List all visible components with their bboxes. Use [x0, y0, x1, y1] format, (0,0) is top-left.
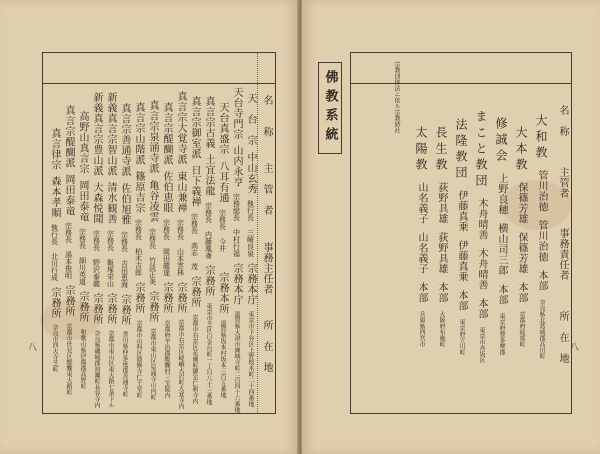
sect-address: 京都府宇治郡醍醐村三宝院内	[163, 319, 170, 398]
sect-office: 宗務所	[91, 292, 102, 325]
section-title-box	[318, 62, 342, 154]
header-leader: 主管者	[557, 166, 568, 198]
column-divider	[257, 53, 258, 413]
left-header-column	[257, 55, 275, 413]
group-office: 本部	[496, 283, 507, 305]
left-page-number: 八	[28, 343, 38, 353]
table-row	[117, 87, 131, 413]
sect-representative: 宗務長 野沢泰龍	[92, 229, 101, 287]
group-name: 修誠会	[494, 117, 508, 166]
group-leader: 伊藤真乗	[456, 189, 467, 232]
sect-leader: 篠原吉宗	[133, 171, 144, 214]
group-address: 京都府綾部町	[518, 310, 525, 347]
sect-name: 天台寺門宗	[231, 86, 242, 140]
sect-name: 新義真言宗豊山派	[91, 91, 102, 176]
sect-office: 宗務所	[189, 276, 200, 308]
group-name: まこと教団	[474, 109, 488, 190]
sect-name: 真言宗醍醐派	[161, 102, 172, 166]
sect-address: 奈良県磯城郡初瀬町長谷寺内	[93, 330, 100, 409]
header-location: 所 在 地	[261, 320, 272, 373]
table-row	[229, 87, 243, 413]
table-row	[243, 87, 257, 413]
sect-address: 京都市山科区勧修寺仁王堂町	[135, 319, 142, 398]
sect-representative: 宗務長 飯塚栄山	[106, 229, 115, 287]
sect-name: 真言宗山階派	[133, 102, 144, 166]
sect-leader: 佐伯旭雅	[119, 182, 130, 225]
table-row	[187, 87, 201, 413]
sect-name: 真言宗善通寺派	[119, 103, 130, 177]
group-leader: 荻野具雄	[436, 181, 447, 224]
sect-name: 真言宗泉涌寺派	[147, 100, 158, 174]
group-name: 大本教	[514, 125, 528, 174]
table-row	[411, 59, 431, 413]
group-office: 本部	[476, 297, 487, 319]
group-address: 兵庫県西宮市	[418, 310, 425, 347]
group-leader: 上野良穂	[496, 173, 507, 216]
sect-office: 宗務所	[133, 282, 144, 314]
sect-representative: 執行長 三崎良泉	[246, 199, 255, 257]
sect-name: 真言宗古義	[203, 95, 214, 148]
sect-address: 京都市伏見区醍醐東大路町	[65, 322, 72, 395]
sect-office: 宗務所	[49, 286, 60, 319]
group-representative: 荻野具雄	[436, 231, 447, 274]
sect-name: 高野山真言宗	[77, 111, 88, 175]
sect-leader: 山内永亨	[231, 145, 242, 188]
group-office: 本部	[536, 269, 547, 291]
sect-name: 真言宗大覚寺派	[175, 91, 186, 165]
header-representative: 事務主任者	[261, 241, 272, 295]
right-table	[350, 52, 572, 414]
sect-address: 京都市東山区東大路七条下ル	[107, 330, 114, 409]
table-row	[131, 87, 145, 413]
sect-office: 宗務所	[119, 293, 130, 325]
left-page	[0, 0, 298, 454]
sect-representative: 宗務長 今井	[218, 208, 227, 266]
side-note	[389, 61, 403, 413]
sect-representative: 宗務長 高志 茂	[190, 213, 199, 271]
sect-office: 宗務本庁	[231, 263, 242, 306]
left-table	[42, 52, 276, 414]
sect-address: 京都市東山区泉涌寺山内町	[149, 328, 156, 400]
sect-leader: 佐伯恵眼	[161, 171, 172, 214]
group-address: 東京府豊多摩郡	[498, 312, 505, 355]
sect-address: 香川県仲多度郡善通寺町	[121, 331, 128, 397]
group-representative: 横山司三郎	[496, 223, 507, 276]
sect-representative: 宗務長 山本雲林	[176, 218, 185, 276]
group-representative: 管川治徳	[536, 219, 547, 262]
table-row	[215, 87, 229, 413]
right-page-number: 八	[570, 343, 580, 353]
sect-office: 宗務所	[161, 282, 172, 314]
sect-representative: 宗務長 細川英道	[78, 228, 87, 286]
sect-leader: 八耳有通	[217, 160, 228, 203]
table-row	[89, 87, 103, 413]
group-leader: 管川治徳	[536, 169, 547, 212]
section-title: 佛教系統	[322, 70, 338, 146]
sect-leader: 土宜法龍	[203, 154, 214, 196]
group-leader: 保篠芳雄	[516, 181, 527, 224]
sect-address: 滋賀県大津市園城寺町二百四十六番地	[233, 311, 240, 414]
group-office: 本部	[516, 281, 527, 303]
sect-office: 宗務所	[77, 291, 88, 323]
sect-address: 滋賀県坂本村坂本三百五番地	[219, 319, 226, 398]
left-table-header	[43, 53, 275, 84]
sect-representative: 宗務長 岡田龍遂	[162, 219, 171, 277]
table-row	[75, 87, 89, 413]
table-row	[491, 59, 511, 413]
sect-address: 東京市下谷区上野桜木町二十四番地	[247, 310, 254, 407]
sect-name: 真言宗御室派	[189, 96, 200, 160]
group-address: 東京府立川町	[458, 318, 465, 355]
table-row	[451, 59, 471, 413]
group-name: 長生教	[434, 125, 448, 174]
group-address: 奈良県北葛城郡高田町	[538, 298, 545, 359]
table-row	[159, 87, 173, 413]
sect-leader: 森本孝順	[49, 175, 60, 218]
sect-office: 宗務所	[203, 265, 214, 297]
sect-leader: 岡田泰竜	[63, 174, 74, 217]
sect-office: 宗務本庁	[245, 262, 256, 305]
sect-office: 宗務所	[105, 292, 116, 325]
sect-address: 京都市右京区嵯峨大沢町大覚寺内	[177, 319, 184, 409]
sect-address: 東京市芝区白金台町一丁目八十三番地	[205, 302, 212, 405]
table-row	[511, 59, 531, 413]
sect-office: 宗務所	[147, 290, 158, 322]
sect-name: 天台真盛宗	[217, 102, 228, 155]
sect-name: 真言宗醍醐派	[63, 105, 74, 169]
table-row	[61, 87, 75, 413]
table-row	[145, 87, 159, 413]
table-row	[531, 59, 551, 413]
group-name: 太陽教	[414, 125, 428, 174]
sect-representative: 宗務総長 中村行福	[232, 193, 241, 258]
header-name: 名 称	[557, 105, 568, 137]
table-row	[103, 87, 117, 413]
sect-office: 宗務所	[175, 281, 186, 313]
sect-name: 新義真言宗智山派	[105, 91, 116, 176]
header-name: 名 称	[261, 95, 272, 138]
table-row	[471, 59, 491, 413]
sect-representative: 宗務長 竹淡正美	[148, 227, 157, 285]
sect-address: 奈良市西大寺芝町	[51, 324, 58, 373]
sect-address: 京都市右京区花園町御室仁和寺内	[191, 313, 198, 404]
table-row	[47, 87, 61, 413]
header-leader: 主 管 者	[261, 163, 272, 216]
group-address: 東京市赤坂区	[478, 326, 485, 363]
group-name: 法隆教団	[454, 117, 468, 182]
right-header-column	[553, 55, 571, 413]
header-location: 所 在 地	[557, 310, 568, 363]
sect-address: 和歌山県伊都郡高野町	[79, 328, 86, 389]
sect-name: 真言律宗	[49, 127, 60, 170]
group-office: 本部	[456, 289, 467, 311]
sect-leader: 大森悦聞	[91, 181, 102, 224]
group-address: 大阪府布施町	[438, 310, 445, 347]
table-row	[431, 59, 451, 413]
group-representative: 山名義子	[416, 231, 427, 274]
group-representative: 伊藤真乗	[456, 239, 467, 282]
sect-representative: 執行長 北川行成	[50, 223, 59, 281]
sect-representative: 宗務長 吉田恵海	[120, 230, 129, 288]
sect-leader: 日下義禅	[189, 165, 200, 208]
group-representative: 木舟晴善	[476, 247, 487, 290]
sect-name: 天 台 宗	[245, 93, 256, 146]
table-row	[201, 87, 215, 413]
sect-office: 宗務本所	[217, 271, 228, 314]
sect-leader: 清水観善	[105, 181, 116, 224]
sect-leader: 亀谷凌雲	[147, 179, 158, 222]
group-office: 本部	[416, 281, 427, 303]
sect-representative: 宗務長 内藤凰斎	[204, 202, 213, 259]
side-note-text: 宗教団体法ニ依ル宗教結社	[393, 61, 400, 133]
sect-office: 宗務所	[63, 285, 74, 317]
group-leader: 山名義子	[416, 181, 427, 224]
sect-leader: 東山兼禅	[175, 170, 186, 213]
sect-representative: 宗務長 柏木吉郎	[134, 219, 143, 277]
group-name: 大和教	[534, 113, 548, 162]
group-representative: 保篠芳雄	[516, 231, 527, 274]
sect-leader: 中山玄秀	[245, 151, 256, 194]
group-leader: 木舟晴善	[476, 197, 487, 240]
group-office: 本部	[436, 281, 447, 303]
header-representative: 事務責任者	[557, 228, 568, 281]
table-row	[173, 87, 187, 413]
sect-leader: 岡田泰竜	[77, 180, 88, 223]
sect-representative: 宗務長 湯本俊明	[64, 222, 73, 280]
